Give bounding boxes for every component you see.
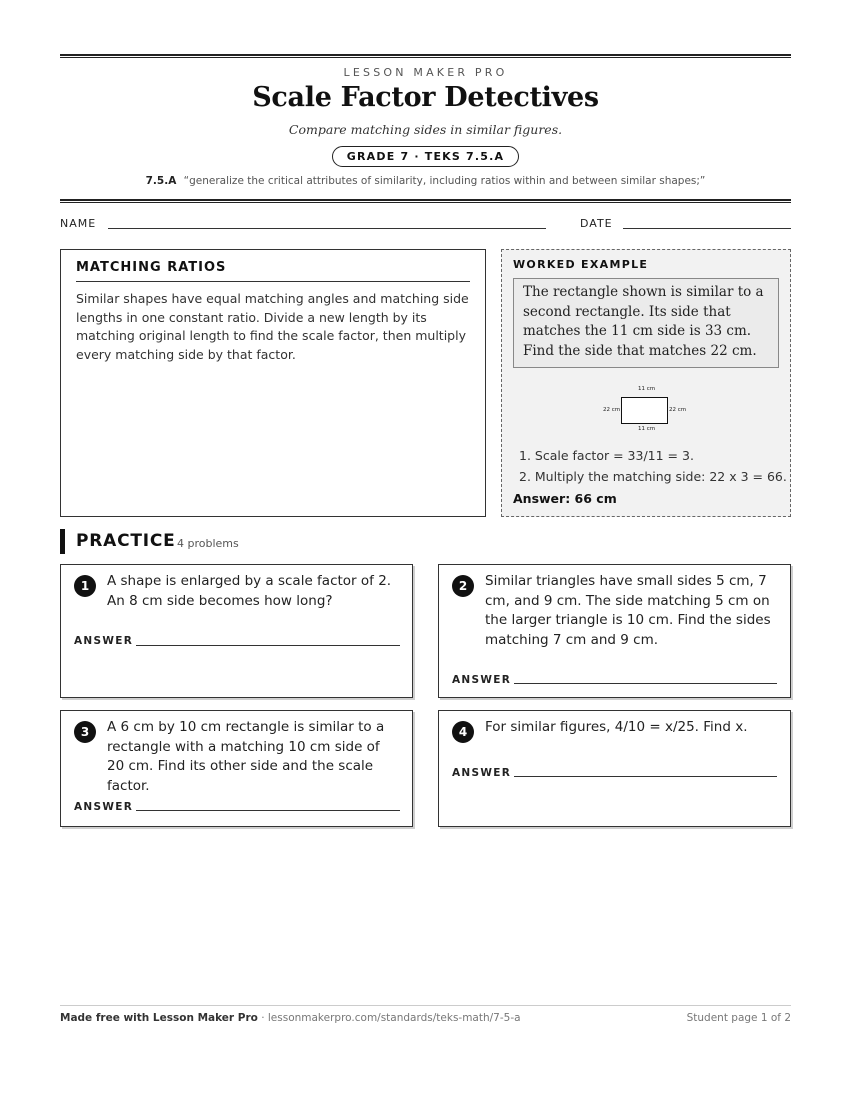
answer-field-4[interactable] [514,776,777,777]
footer-url[interactable]: · lessonmakerpro.com/standards/teks-math/7-5-a [257,1012,521,1024]
answer-field-1[interactable] [136,645,400,646]
page-title: Scale Factor Detectives [252,82,599,113]
figure-label-bottom: 11 cm [638,426,656,432]
name-field[interactable] [108,228,546,229]
answer-label-2: ANSWER [452,674,512,686]
brand-name: LESSON MAKER PRO [343,66,508,79]
answer-label-4: ANSWER [452,767,512,779]
step-1: 1. Scale factor = 33/11 = 3. [519,448,694,463]
problem-card-4 [438,710,791,827]
worked-example-prompt: The rectangle shown is similar to a second rectangle. Its side that matches the 11 cm side is 33 cm. Find the side that matches 22 cm. [513,278,779,368]
problem-text-1: A shape is enlarged by a scale factor of 2. An 8 cm side becomes how long? [107,573,392,609]
date-label: DATE [580,217,613,230]
concept-box [60,249,486,517]
step-2: 2. Multiply the matching side: 22 x 3 = 66. [519,468,787,484]
rectangle-shape [621,397,668,424]
worked-example-steps [519,446,787,487]
name-label: NAME [60,217,97,230]
name-date-row [60,217,791,233]
concept-heading: MATCHING RATIOS [76,260,470,282]
problem-number-2: 2 [452,575,474,597]
worked-example-answer: Answer: 66 cm [513,491,617,506]
problem-card-1 [60,564,413,698]
footer-divider [60,1005,791,1006]
problem-card-2 [438,564,791,698]
figure-label-right: 22 cm [669,407,687,413]
grade-badge-wrap [60,145,791,167]
footer-made-with: Made free with Lesson Maker Pro [60,1012,258,1024]
figure-label-left: 22 cm [603,407,621,413]
problem-number-3: 3 [74,721,96,743]
header-bottom-rule [60,199,791,203]
concept-text: Similar shapes have equal matching angles and matching side lengths in one constant ratio. Divide a new length by its matching original length to find the scale factor, then multiply every matching side by that factor. [76,291,469,362]
problem-card-3 [60,710,413,827]
practice-title: PRACTICE [76,531,176,551]
answer-label-1: ANSWER [74,635,134,647]
worksheet-page [60,0,791,1100]
practice-accent-bar [60,529,65,554]
standard-code: 7.5.A [145,175,177,187]
grade-badge: GRADE 7 · TEKS 7.5.A [332,146,519,167]
footer-page-number: Student page 1 of 2 [686,1012,791,1024]
problem-text-4: For similar figures, 4/10 = x/25. Find x. [485,719,748,735]
standard-text: “generalize the critical attributes of similarity, including ratios within and between similar shapes;” [183,175,706,187]
answer-label-3: ANSWER [74,801,134,813]
problem-number-1: 1 [74,575,96,597]
problem-text-3: A 6 cm by 10 cm rectangle is similar to a rectangle with a matching 10 cm side of 20 cm. Find its other side and the scale factor. [107,719,385,794]
worked-example-heading: WORKED EXAMPLE [513,258,649,271]
figure-label-top: 11 cm [638,386,656,392]
rectangle-figure [596,384,686,432]
date-field[interactable] [623,228,791,229]
answer-field-3[interactable] [136,810,400,811]
problem-number-4: 4 [452,721,474,743]
practice-count: 4 problems [177,537,239,550]
worked-example-box [501,249,791,517]
answer-field-2[interactable] [514,683,777,684]
standard-line [60,175,791,187]
header-top-rule [60,54,791,58]
footer-credit [60,1012,521,1024]
page-subtitle: Compare matching sides in similar figures. [288,122,563,137]
problem-text-2: Similar triangles have small sides 5 cm, 7 cm, and 9 cm. The side matching 5 cm on the larger triangle is 10 cm. Find the sides matching 7 cm and 9 cm. [485,573,771,648]
